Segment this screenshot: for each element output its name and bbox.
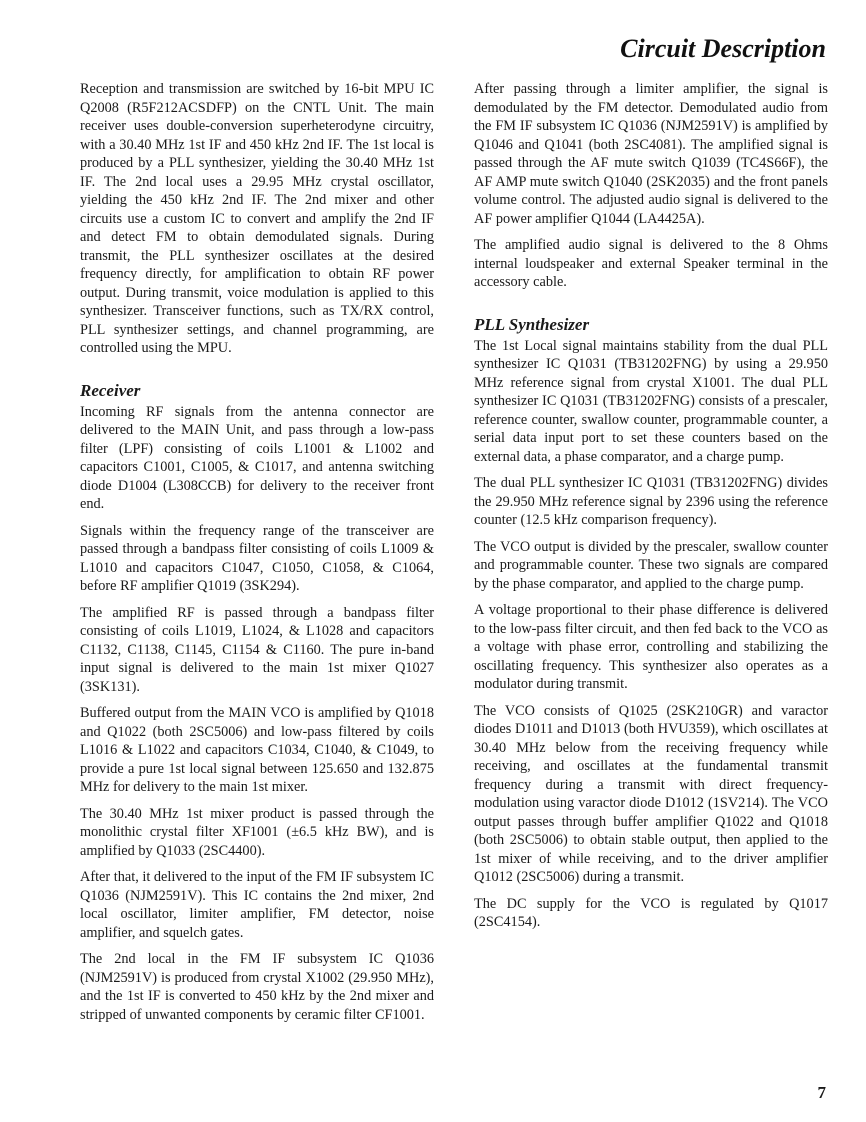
intro-paragraph: Reception and transmission are switched by 16-bit MPU IC Q2008 (R5F212ACSDFP) on the CNTL Unit. The main receiver uses double-conversion superheterodyne circuitry, with a 30.40 MHz 1st IF and 450 kHz 2nd IF. The 1st local is produced by a PLL synthesizer, yielding the 30.40 MHz 1st IF. The 2nd local uses a 29.95 MHz crystal oscillator, yielding the 450 kHz 2nd IF. The 2nd mixer and other circuits use a custom IC to convert and amplify the 2nd IF and detect FM to obtain demodulated signals. During transmit, the PLL synthesizer oscillates at the desired frequency directly, for amplification to obtain RF power output. During transmit, voice modulation is applied to this synthesizer. Transceiver functions, such as TX/RX control, PLL synthesizer settings, and channel programming, are controlled using the MPU. (80, 81, 434, 356)
pll-paragraph-6: The DC supply for the VCO is regulated by Q1017 (2SC4154). (474, 895, 828, 930)
receiver-paragraph-6: After that, it delivered to the input of the FM IF subsystem IC Q1036 (NJM2591V). This IC contains the 2nd mixer, 2nd local oscillator, limiter amplifier, FM detector, noise amplifier, and squelch gates. (80, 869, 434, 941)
receiver-paragraph-5: The 30.40 MHz 1st mixer product is passed through the monolithic crystal filter XF1001 (±6.5 kHz BW), and is amplified by Q1033 (2SC4400). (80, 805, 434, 859)
receiver-paragraph-3: The amplified RF is passed through a bandpass filter consisting of coils L1019, L1024, & L1028 and capacitors C1132, C1138, C1145, C1154 & C1160. The pure in-band input signal is delivered to the main 1st mixer Q1027 (3SK131). (80, 604, 434, 695)
pll-paragraph-1: The 1st Local signal maintains stability from the dual PLL synthesizer IC Q1031 (TB31202FNG) by using a 29.950 MHz reference signal from crystal X1001. The dual PLL synthesizer IC Q1031 (TB31202FNG) consists of a prescaler, reference counter, swallow counter, programmable counter, a serial data input port to set these counters based on the external data, a phase comparator, and a charge pump. (474, 337, 828, 465)
right-column (474, 80, 828, 940)
receiver-paragraph-4: Buffered output from the MAIN VCO is amplified by Q1018 and Q1022 (both 2SC5006) and low-pass filtered by coils L1016 & L1022 and capacitors C1034, C1040, & C1049, to provide a pure 1st local signal between 125.650 and 132.875 MHz for delivery to the main 1st mixer. (80, 705, 434, 795)
page-title: Circuit Description (620, 34, 826, 63)
pll-paragraph-2: The dual PLL synthesizer IC Q1031 (TB31202FNG) divides the 29.950 MHz reference signal by 2396 using the reference counter (12.5 kHz comparison frequency). (474, 475, 828, 528)
pll-heading: PLL Synthesizer (474, 314, 590, 334)
pll-paragraph-3: The VCO output is divided by the prescaler, swallow counter and programmable counter. These two signals are compared by the phase comparator, and applied to the charge pump. (474, 538, 828, 592)
pll-paragraph-5: The VCO consists of Q1025 (2SK210GR) and varactor diodes D1011 and D1013 (both HVU359), which oscillates at 30.40 MHz below from the receiving frequency while receiving, and oscillates at the fundamental transmit frequency during a transmit with direct frequency-modulation using varactor diode D1012 (1SV214). The VCO output passes through buffer amplifier Q1022 and Q1018 (both 2SC5006) to obtain stable output, then applied to the 1st mixer of while receiving, and to the driver amplifier Q1012 (2SC5006) during a transmit. (474, 702, 828, 885)
receiver-heading: Receiver (80, 380, 141, 400)
page-number: 7 (817, 1083, 826, 1102)
audio-paragraph-2: The amplified audio signal is delivered to the 8 Ohms internal loudspeaker and external Speaker terminal in the accessory cable. (474, 237, 828, 290)
receiver-paragraph-2: Signals within the frequency range of the transceiver are passed through a bandpass filter consisting of coils L1009 & L1010 and capacitors C1047, C1050, C1058, & C1064, before RF amplifier Q1019 (3SK294). (80, 522, 434, 594)
receiver-paragraph-7: The 2nd local in the FM IF subsystem IC Q1036 (NJM2591V) is produced from crystal X1002 (29.950 MHz), and the 1st IF is converted to 450 kHz by the 2nd mixer and stripped of unwanted components by ceramic filter CF1001. (80, 951, 434, 1023)
audio-paragraph-1: After passing through a limiter amplifier, the signal is demodulated by the FM detector. Demodulated audio from the FM IF subsystem IC Q1036 (NJM2591V) is amplified by Q1046 and Q1041 (both 2SC4081). The amplified signal is passed through the AF mute switch Q1039 (TC4S66F), the AF AMP mute switch Q1040 (2SK2035) and the front panels volume control. The adjusted audio signal is delivered to the AF power amplifier Q1044 (LA4425A). (474, 81, 828, 227)
pll-paragraph-4: A voltage proportional to their phase difference is delivered to the low-pass filter circuit, and then fed back to the VCO as a voltage with phase error, controlling and stabilizing the oscillating frequency. This synthesizer also operates as a modulator during transmit. (474, 602, 828, 692)
left-column (80, 80, 434, 1032)
receiver-paragraph-1: Incoming RF signals from the antenna connector are delivered to the MAIN Unit, and pass through a low-pass filter (LPF) consisting of coils L1001 & L1002 and capacitors C1001, C1005, & C1017, and antenna switching diode D1004 (L308CCB) for delivery to the receiver front end. (80, 403, 434, 512)
